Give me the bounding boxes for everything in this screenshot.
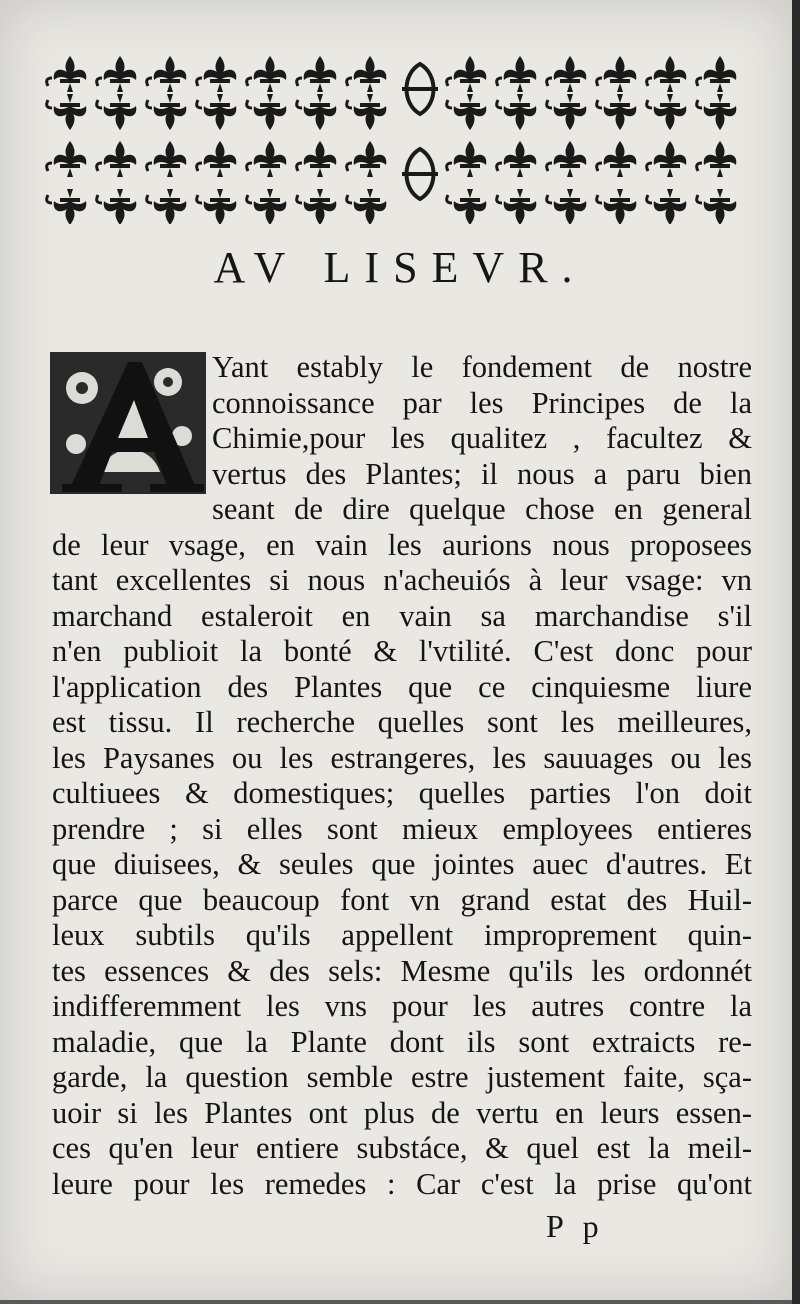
text-line: maladie, que la Plante dont ils sont extraicts re- [52,1024,752,1059]
text-line: parce que beaucoup font vn grand estat des Huil- [52,882,752,917]
text-line: de leur vsage, en vain les aurions nous proposees [52,527,752,562]
ornament-row-4 [47,189,737,224]
text-line: marchand estaleroit en vain sa marchandise s'il [52,598,752,633]
text-line: Chimie,pour les qualitez , facultez & [212,421,752,455]
ornament-center-knot [402,64,438,199]
text-line: ces qu'en leur entiere substáce, & quel est la meil- [52,1131,752,1165]
page-title: AV LISEVR. [213,243,587,292]
text-line: tes essences & des sels: Mesme qu'ils les ordonnét [52,953,752,988]
text-line: vertus des Plantes; il nous a paru bien [212,456,752,491]
text-line: n'en publioit la bonté & l'vtilité. C'est donc pour [52,634,752,668]
text-line: garde, la question semble estre justement faite, sça- [52,1060,752,1094]
signature-mark: P p [546,1208,605,1244]
ornament-row-3 [47,141,737,177]
text-line: l'application des Plantes que ce cinquiesme liure [52,669,752,704]
text-line: indifferemment les vns pour les autres contre la [52,989,752,1023]
page-edge-shadow [792,0,800,1304]
text-line: que diuisees, & seules que jointes auec d'autres. Et [52,847,752,881]
text-line: est tissu. Il recherche quelles sont les meilleures, [52,705,752,739]
text-line: uoir si les Plantes ont plus de vertu en leurs essen- [52,1095,752,1130]
text-line: leux subtils qu'ils appellent improprement quin- [52,918,752,952]
text-line: seant de dire quelque chose en general [212,492,752,526]
ornament-row-1 [47,56,737,92]
text-line: cultiuees & domestiques; quelles parties l'on doit [52,776,752,810]
text-line: les Paysanes ou les estrangeres, les sauuages ou les [52,740,752,775]
text-line: tant excellentes si nous n'acheuiós à leur vsage: vn [52,563,752,597]
text-line: prendre ; si elles sont mieux employees entieres [52,811,752,846]
text-line: connoissance par les Principes de la [212,385,752,420]
fleuron-ornament-band [42,34,752,224]
body-text [52,350,752,1202]
text-line: Yant estably le fondement de nostre [212,350,752,384]
text-line: leure pour les remedes : Car c'est la prise qu'ont [52,1166,752,1201]
ornament-row-2 [47,94,737,130]
